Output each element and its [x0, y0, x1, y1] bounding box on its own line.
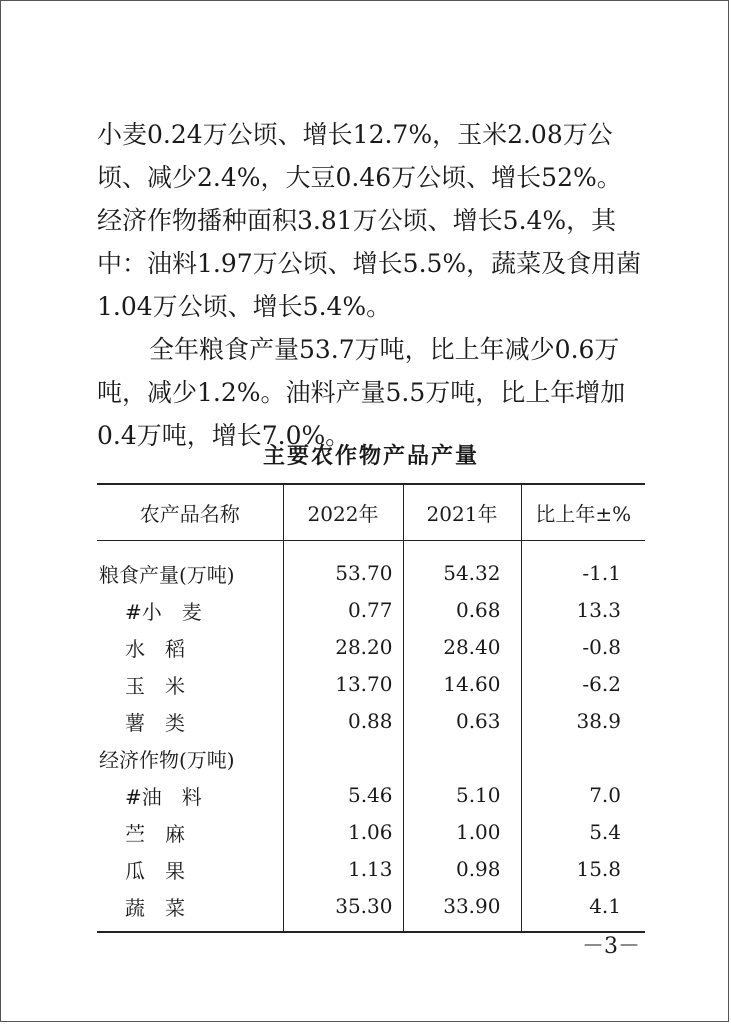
page-number: －3－ [582, 934, 640, 959]
cell-2022: 1.13 [283, 851, 403, 888]
cell-2022: 35.30 [283, 888, 403, 932]
table-caption: 主要农作物产品产量 [262, 443, 479, 469]
table-row [97, 851, 645, 888]
cell-name: 蔬 菜 [97, 888, 283, 932]
cell-2022: 0.88 [283, 703, 403, 740]
cell-name: 苎 麻 [125, 821, 185, 846]
cell-change: 15.8 [521, 851, 645, 888]
cell-2021: 14.60 [403, 666, 521, 703]
cell-2022: 28.20 [283, 629, 403, 666]
cell-change: -0.8 [521, 629, 645, 666]
body-text [97, 113, 645, 457]
table-container [97, 483, 645, 933]
cell-2021: 0.98 [403, 851, 521, 888]
table-row [97, 888, 645, 932]
cell-name: 薯 类 [125, 710, 185, 735]
cell-change: 5.4 [521, 814, 645, 851]
cell-name: 粮食产量(万吨) [99, 562, 235, 587]
header-2022: 2022年 [283, 484, 403, 540]
table-header-row [97, 484, 645, 540]
table-row [97, 814, 645, 851]
header-change: 比上年±% [521, 484, 645, 540]
cell-2021: 0.68 [403, 592, 521, 629]
table-row [97, 629, 645, 666]
cell-2021: 28.40 [403, 629, 521, 666]
cell-2022: 53.70 [283, 540, 403, 592]
cell-change: -6.2 [521, 666, 645, 703]
cell-change [521, 740, 645, 777]
cell-name: 玉 米 [125, 673, 185, 698]
header-2021: 2021年 [403, 484, 521, 540]
cell-2022: 1.06 [283, 814, 403, 851]
cell-change: 38.9 [521, 703, 645, 740]
cell-change: 13.3 [521, 592, 645, 629]
table-row [97, 666, 645, 703]
cell-2021: 33.90 [403, 888, 521, 932]
table-row [97, 777, 645, 814]
cell-name: 水 稻 [125, 636, 185, 661]
cell-name: 瓜 果 [125, 858, 185, 883]
cell-2022: 13.70 [283, 666, 403, 703]
cell-name: #小 麦 [125, 599, 202, 624]
cell-2022: 0.77 [283, 592, 403, 629]
cell-2021: 54.32 [403, 540, 521, 592]
cell-2022 [283, 740, 403, 777]
table-row [97, 592, 645, 629]
cell-change: 7.0 [521, 777, 645, 814]
table-row [97, 703, 645, 740]
cell-2021 [403, 740, 521, 777]
cell-name: #油 料 [125, 784, 202, 809]
header-name: 农产品名称 [97, 484, 283, 540]
cell-2021: 1.00 [403, 814, 521, 851]
cell-name: 经济作物(万吨) [99, 747, 235, 772]
cell-2021: 0.63 [403, 703, 521, 740]
table-row [97, 740, 645, 777]
cell-2022: 5.46 [283, 777, 403, 814]
paragraph-1: 小麦0.24万公顷、增长12.7%，玉米2.08万公顷、减少2.4%，大豆0.46万公顷、增长52%。经济作物播种面积3.81万公顷、增长5.4%，其中：油料1.97万公顷、增长5.5%，蔬菜及食用菌1.04万公顷、增长5.4%。 [97, 120, 642, 321]
cell-change: -1.1 [521, 540, 645, 592]
cell-2021: 5.10 [403, 777, 521, 814]
table-row [97, 540, 645, 592]
cell-change: 4.1 [521, 888, 645, 932]
paragraph-2: 全年粮食产量53.7万吨，比上年减少0.6万吨，减少1.2%。油料产量5.5万吨，比上年增加0.4万吨，增长7.0%。 [97, 335, 626, 450]
production-table [97, 483, 645, 933]
